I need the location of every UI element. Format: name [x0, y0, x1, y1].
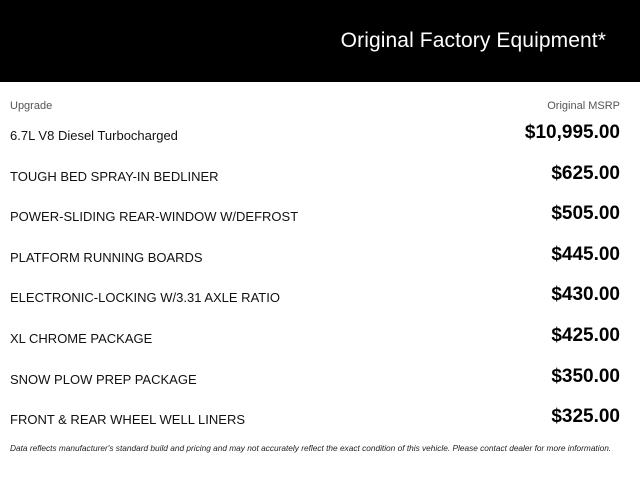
column-header-msrp: Original MSRP [547, 100, 620, 112]
equipment-price: $430.00 [551, 284, 620, 306]
disclaimer-text: Data reflects manufacturer's standard build and pricing and may not accurately reflect the exact condition of this vehicle. Please contact dealer for more information. [10, 443, 612, 453]
header-banner [0, 0, 640, 82]
equipment-row [0, 237, 640, 278]
equipment-name: PLATFORM RUNNING BOARDS [10, 249, 203, 265]
equipment-name: XL CHROME PACKAGE [10, 330, 153, 346]
column-header-upgrade: Upgrade [10, 100, 53, 112]
equipment-price: $325.00 [551, 406, 620, 428]
equipment-name: ELECTRONIC-LOCKING W/3.31 AXLE RATIO [10, 290, 280, 306]
equipment-price: $625.00 [551, 162, 620, 184]
equipment-row [0, 115, 640, 156]
equipment-name: FRONT & REAR WHEEL WELL LINERS [10, 412, 246, 428]
equipment-row [0, 399, 640, 440]
equipment-row [0, 318, 640, 359]
equipment-name: SNOW PLOW PREP PACKAGE [10, 371, 197, 387]
equipment-row [0, 156, 640, 197]
equipment-row [0, 196, 640, 237]
equipment-name: POWER-SLIDING REAR-WINDOW W/DEFROST [10, 209, 299, 225]
equipment-name: 6.7L V8 Diesel Turbocharged [10, 128, 178, 143]
equipment-price: $425.00 [551, 324, 620, 346]
equipment-list [0, 115, 640, 440]
equipment-price: $350.00 [551, 365, 620, 387]
equipment-price: $505.00 [551, 203, 620, 225]
equipment-price: $445.00 [551, 243, 620, 265]
equipment-row [0, 277, 640, 318]
equipment-row [0, 359, 640, 400]
equipment-price: $10,995.00 [524, 122, 620, 143]
equipment-name: TOUGH BED SPRAY-IN BEDLINER [10, 168, 219, 184]
page-title: Original Factory Equipment* [340, 29, 606, 52]
